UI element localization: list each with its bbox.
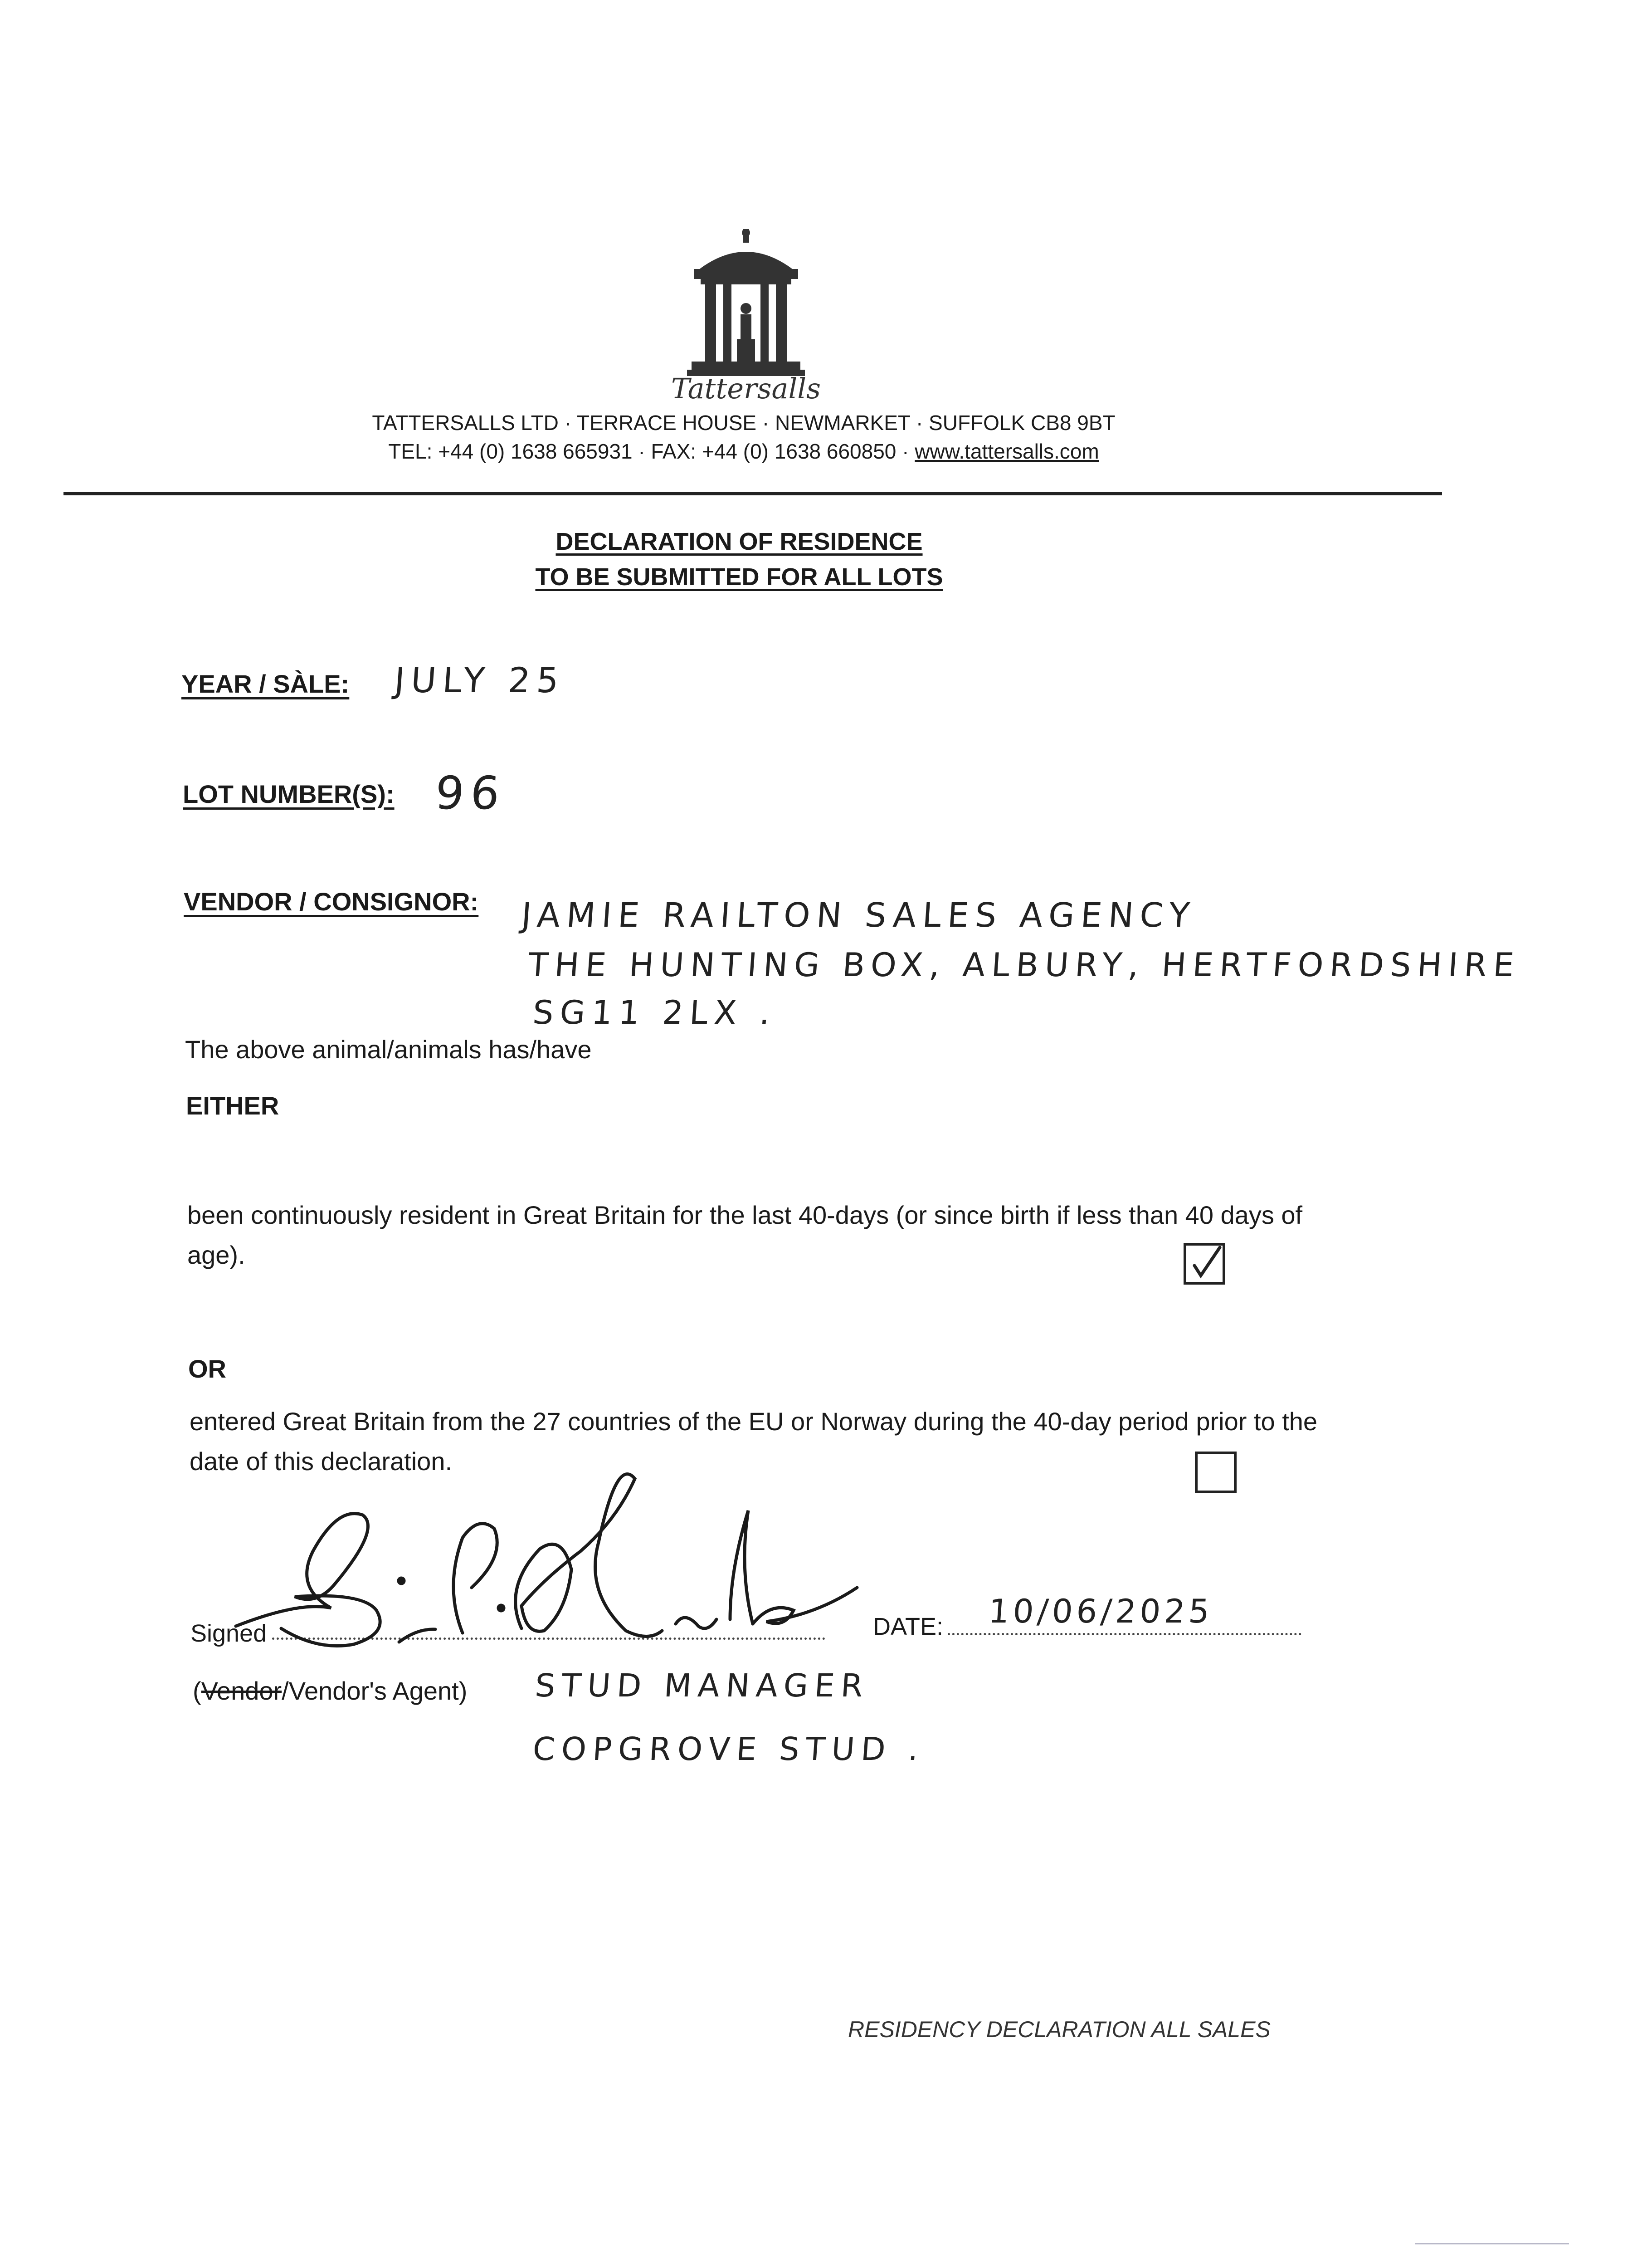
logo-wordmark: Tattersalls	[671, 372, 821, 405]
vendor-address: THE HUNTING BOX, ALBURY, HERTFORDSHIRE	[527, 946, 1522, 984]
vendor-consignor-label: VENDOR / CONSIGNOR:	[184, 887, 479, 916]
date-dotted-line	[948, 1633, 1301, 1635]
tattersalls-logo	[680, 229, 812, 379]
option-entered: entered Great Britain from the 27 countries of the EU or Norway during the 40-day period prior to the date of this declaration.	[190, 1407, 1318, 1476]
company-contact	[317, 439, 1170, 464]
intro-statement: The above animal/animals has/have	[185, 1035, 592, 1064]
date-value: 10/06/2025	[987, 1592, 1214, 1630]
company-address: TATTERSALLS LTD · TERRACE HOUSE · NEWMARKET · SUFFOLK CB8 9BT	[372, 411, 1116, 435]
contact-numbers: TEL: +44 (0) 1638 665931 · FAX: +44 (0) 1638 660850 ·	[388, 440, 915, 463]
title-line-1: DECLARATION OF RESIDENCE	[555, 528, 923, 555]
checkmark-icon	[1186, 1246, 1223, 1282]
option-resident-checkbox[interactable]	[1184, 1243, 1225, 1285]
signatory-role: STUD MANAGER	[534, 1667, 871, 1704]
signatory-stud: COPGROVE STUD .	[531, 1730, 926, 1768]
document-title	[453, 524, 1025, 595]
header-rule	[63, 492, 1442, 495]
signed-label: Signed	[190, 1620, 267, 1647]
option-entered-checkbox[interactable]	[1195, 1452, 1237, 1493]
date-label: DATE:	[873, 1613, 944, 1640]
or-heading: OR	[188, 1354, 226, 1383]
lot-number-label: LOT NUMBER(S):	[183, 780, 395, 808]
year-sale-label: YEAR / SÀLE:	[181, 670, 350, 698]
signatory-capacity: (Vendor/Vendor's Agent)	[193, 1677, 468, 1705]
vendor-postcode: SG11 2LX .	[531, 993, 778, 1031]
vendor-agent-label: /Vendor's Agent)	[282, 1677, 468, 1705]
lot-number-value: 96	[433, 767, 508, 820]
either-heading: EITHER	[186, 1091, 279, 1120]
website-link[interactable]: www.tattersalls.com	[915, 440, 1099, 463]
vendor-struck-out: Vendor	[201, 1677, 282, 1705]
year-sale-value: JULY 25	[393, 660, 566, 700]
scan-edge-line	[1415, 2243, 1569, 2244]
vendor-name: JAMIE RAILTON SALES AGENCY	[520, 896, 1198, 935]
title-line-2: TO BE SUBMITTED FOR ALL LOTS	[535, 563, 943, 591]
option-resident: been continuously resident in Great Britain for the last 40-days (or since birth if less than 40 days of age).	[187, 1201, 1303, 1269]
form-name-footer: RESIDENCY DECLARATION ALL SALES	[848, 2017, 1271, 2042]
handwritten-signature	[227, 1452, 862, 1660]
